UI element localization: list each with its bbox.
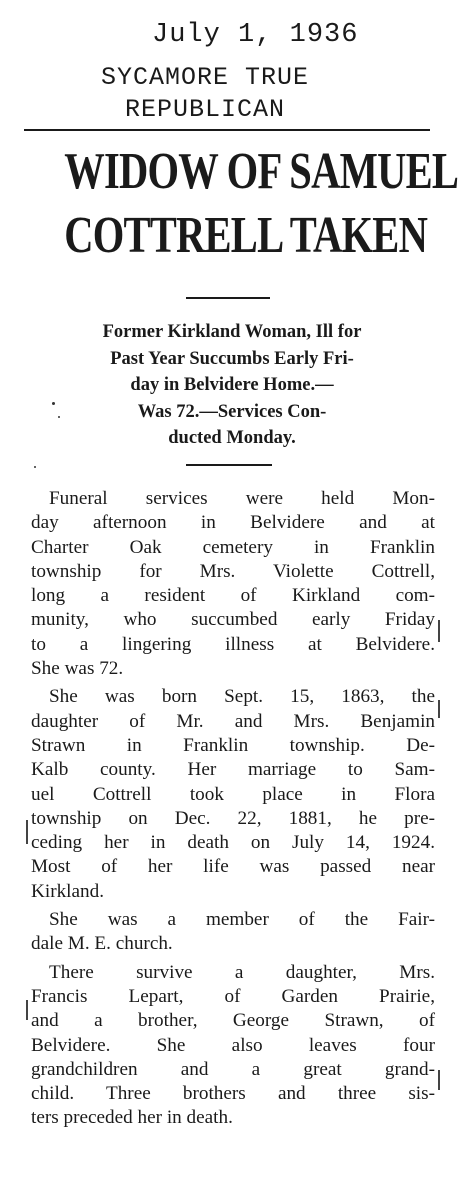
text-line: There survive a daughter, Mrs. bbox=[49, 961, 435, 983]
scan-speck bbox=[52, 402, 55, 405]
deck-line: Was 72.—Services Con- bbox=[137, 401, 327, 422]
divider-rule bbox=[186, 464, 272, 466]
text-line: munity, who succumbed early Friday bbox=[31, 609, 435, 631]
scan-edge-mark bbox=[438, 700, 440, 718]
text-line: Kalb county. Her marriage to Sam- bbox=[31, 759, 435, 781]
text-line: Funeral services were held Mon- bbox=[49, 488, 435, 509]
headline bbox=[64, 140, 459, 268]
scan-edge-mark bbox=[438, 1070, 440, 1090]
scan-edge-mark bbox=[26, 1000, 28, 1020]
article-paragraph bbox=[31, 908, 435, 957]
deck-line: ducted Monday. bbox=[168, 428, 296, 448]
text-line: grandchildren and a great grand- bbox=[31, 1058, 435, 1080]
top-rule bbox=[24, 129, 430, 131]
article-paragraph bbox=[31, 685, 435, 904]
divider-rule bbox=[186, 297, 270, 299]
deck-line: day in Belvidere Home.— bbox=[130, 375, 334, 395]
text-line: long a resident of Kirkland com- bbox=[31, 585, 435, 607]
scan-edge-mark bbox=[438, 620, 440, 642]
text-line: daughter of Mr. and Mrs. Benjamin bbox=[31, 710, 435, 732]
article-paragraph bbox=[31, 487, 435, 681]
text-line: and a brother, George Strawn, of bbox=[31, 1010, 435, 1032]
scan-speck bbox=[58, 416, 60, 418]
deck-line: Former Kirkland Woman, Ill for bbox=[102, 322, 362, 342]
deck-line: Past Year Succumbs Early Fri- bbox=[110, 348, 354, 369]
subheadline-deck bbox=[20, 319, 444, 452]
article-paragraph bbox=[31, 961, 435, 1131]
text-line: dale M. E. church. bbox=[31, 933, 173, 955]
text-line: child. Three brothers and three sis- bbox=[31, 1083, 435, 1105]
text-line: Kirkland. bbox=[31, 880, 105, 902]
text-line: She was born Sept. 15, 1863, the bbox=[49, 686, 435, 708]
source-line: REPUBLICAN bbox=[124, 95, 286, 124]
text-line: She was a member of the Fair- bbox=[49, 909, 435, 931]
text-line: ceding her in death on July 14, 1924. bbox=[31, 832, 435, 854]
scan-edge-mark bbox=[26, 820, 28, 844]
text-line: township for Mrs. Violette Cottrell, bbox=[31, 560, 435, 582]
source-line: SYCAMORE TRUE bbox=[100, 63, 310, 92]
headline-line: WIDOW OF SAMUEL bbox=[64, 143, 459, 200]
scan-speck bbox=[34, 466, 36, 468]
article-body bbox=[31, 487, 435, 1135]
newspaper-source bbox=[40, 62, 370, 126]
text-line: Belvidere. She also leaves four bbox=[31, 1034, 435, 1056]
clipping-date: July 1, 1936 bbox=[152, 20, 359, 50]
text-line: township on Dec. 22, 1881, he pre- bbox=[31, 807, 435, 829]
headline-line: COTTRELL TAKEN bbox=[64, 207, 428, 264]
text-line: Strawn in Franklin township. De- bbox=[31, 734, 435, 756]
text-line: She was 72. bbox=[31, 658, 124, 680]
text-line: Francis Lepart, of Garden Prairie, bbox=[31, 985, 435, 1007]
text-line: uel Cottrell took place in Flora bbox=[31, 783, 435, 805]
text-line: day afternoon in Belvidere and at bbox=[31, 512, 435, 534]
text-line: Most of her life was passed near bbox=[31, 856, 435, 878]
text-line: Charter Oak cemetery in Franklin bbox=[31, 536, 435, 558]
text-line: ters preceded her in death. bbox=[31, 1107, 233, 1129]
text-line: to a lingering illness at Belvidere. bbox=[31, 633, 435, 655]
